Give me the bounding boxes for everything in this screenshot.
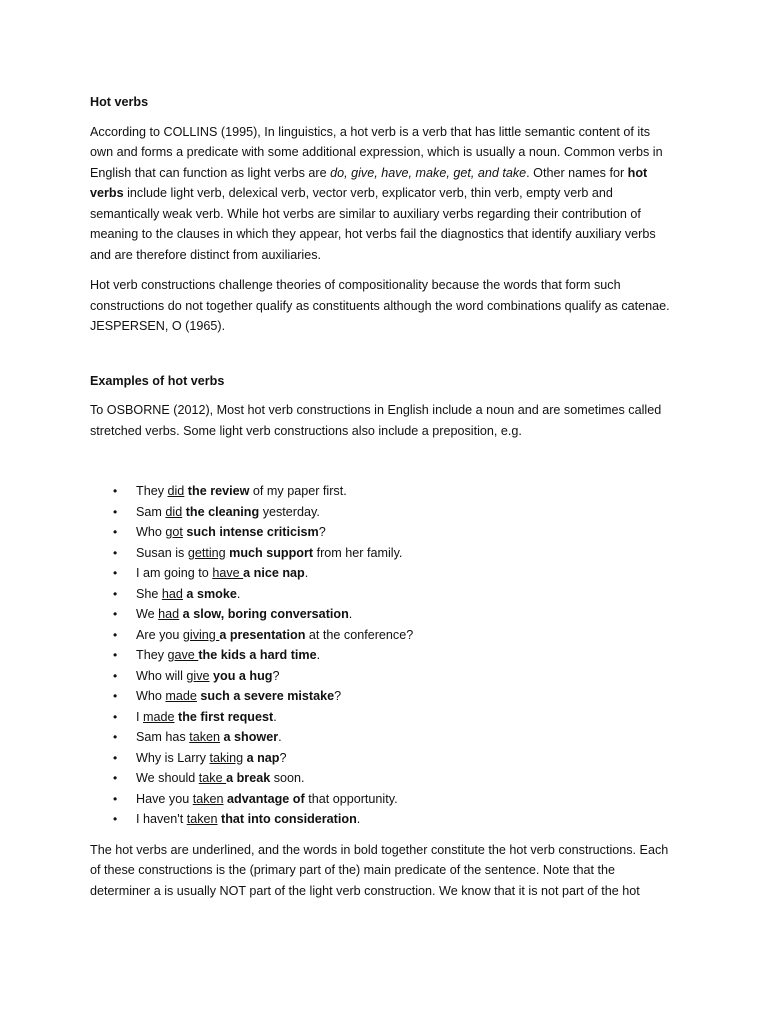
example-hot-verb: take — [198, 771, 227, 785]
example-suffix: that opportunity. — [308, 791, 398, 806]
example-suffix: . — [304, 566, 309, 580]
example-construction: such intense criticism — [182, 525, 319, 539]
example-suffix: soon. — [270, 771, 305, 785]
example-construction: a slow, boring conversation — [179, 607, 349, 621]
example-suffix: from her family. — [316, 545, 403, 560]
example-prefix: She — [136, 586, 162, 601]
list-item — [90, 584, 670, 605]
example-construction: the cleaning — [182, 504, 263, 519]
paragraph-compositionality: Hot verb constructions challenge theories of compositionality because the words that form such constructions do not together qualify as constituents although the word combinations qualify as catenae. JESPERSEN, O (1965). — [90, 278, 670, 333]
italic-verb-list: do, give, have, make, get, and take — [330, 165, 527, 180]
section-heading-examples: Examples of hot verbs — [90, 373, 225, 388]
example-hot-verb: had — [158, 607, 180, 621]
example-suffix: ? — [318, 525, 326, 539]
section-heading-hot-verbs: Hot verbs — [90, 95, 149, 109]
example-hot-verb: made — [143, 709, 175, 724]
list-item — [90, 481, 670, 502]
list-item — [90, 625, 670, 646]
example-prefix: I haven't — [136, 812, 187, 826]
example-hot-verb: gave — [167, 648, 199, 662]
example-prefix: Why is Larry — [136, 750, 210, 765]
example-prefix: I am going to — [136, 566, 213, 580]
example-suffix: . — [316, 648, 321, 662]
list-item — [90, 707, 670, 728]
example-hot-verb: have — [212, 566, 244, 580]
text-run: include light verb, delexical verb, vector verb, explicator verb, thin verb, empty verb and semantically weak verb. While hot verbs are similar to auxiliary verbs regarding their contribution of meaning to the clauses in which they appear, hot verbs fail the diagnostics that identify auxiliary verbs and are therefore distinct from auxiliaries. — [90, 186, 656, 262]
paragraph-examples-intro: To OSBORNE (2012), Most hot verb constructions in English include a noun and are sometimes called stretched verbs. Some light verb constructions also include a preposition, e.g. — [90, 403, 662, 438]
example-suffix: . — [356, 812, 361, 826]
example-suffix: ? — [279, 750, 287, 765]
list-item — [90, 748, 670, 769]
example-suffix: . — [236, 586, 241, 601]
example-prefix: Sam — [136, 504, 166, 519]
example-prefix: They — [136, 484, 168, 498]
example-suffix: ? — [272, 668, 280, 683]
example-hot-verb: taken — [189, 730, 221, 744]
example-prefix: We should — [136, 771, 199, 785]
example-suffix: of my paper first. — [252, 484, 347, 498]
example-construction: a nap — [243, 750, 280, 765]
list-item — [90, 789, 670, 810]
example-construction: the review — [184, 484, 253, 498]
list-item — [90, 604, 670, 625]
list-item — [90, 563, 670, 584]
example-hot-verb: taken — [192, 791, 224, 806]
example-suffix: . — [278, 730, 282, 744]
example-hot-verb: taking — [209, 750, 244, 765]
example-prefix: They — [136, 648, 168, 662]
example-hot-verb: got — [165, 525, 183, 539]
example-construction: a break — [226, 771, 271, 785]
list-item — [90, 543, 670, 564]
example-prefix: I — [136, 709, 143, 724]
example-suffix: yesterday. — [262, 504, 320, 519]
example-construction: a smoke — [182, 586, 237, 601]
example-construction: the kids a hard time — [198, 648, 317, 662]
list-item — [90, 666, 670, 687]
bold-term: hot verbs — [90, 165, 648, 200]
example-prefix: Who will — [136, 668, 187, 683]
example-prefix: Sam has — [136, 730, 190, 744]
example-hot-verb: getting — [187, 545, 226, 560]
example-suffix: at the conference? — [305, 627, 414, 642]
examples-bullet-list — [90, 481, 670, 830]
example-hot-verb: give — [186, 668, 210, 683]
list-item — [90, 809, 670, 830]
example-prefix: Are you — [136, 627, 183, 642]
example-suffix: ? — [334, 689, 342, 703]
list-item — [90, 502, 670, 523]
example-construction: that into consideration — [217, 812, 357, 826]
example-hot-verb: made — [165, 689, 197, 703]
paragraph-definition — [90, 122, 670, 266]
example-prefix: We — [136, 607, 159, 621]
example-prefix: Susan is — [136, 545, 188, 560]
example-construction: you a hug — [209, 668, 273, 683]
example-construction: a presentation — [219, 627, 306, 642]
example-construction: a shower — [220, 730, 279, 744]
example-hot-verb: did — [165, 504, 183, 519]
example-hot-verb: taken — [186, 812, 218, 826]
example-construction: such a severe mistake — [196, 689, 335, 703]
example-construction: a nice nap — [243, 566, 305, 580]
example-prefix: Have you — [136, 791, 193, 806]
list-item — [90, 522, 670, 543]
paragraph-explanation: The hot verbs are underlined, and the words in bold together constitute the hot verb constructions. Each of these constructions is the (primary part of the) main predicate of the sentence. Note that the determiner a is usually NOT part of the light verb construction. We know that it is not part of the hot — [90, 842, 669, 898]
example-hot-verb: giving — [182, 627, 220, 642]
example-hot-verb: did — [167, 484, 185, 498]
text-run: . Other names for — [526, 165, 628, 180]
list-item — [90, 768, 670, 789]
list-item — [90, 686, 670, 707]
example-prefix: Who — [136, 525, 166, 539]
example-suffix: . — [348, 607, 353, 621]
example-suffix: . — [273, 709, 277, 724]
example-prefix: Who — [136, 689, 166, 703]
list-item — [90, 645, 670, 666]
example-hot-verb: had — [161, 586, 183, 601]
text-run: According to COLLINS (1995), In linguistics, a hot verb is a verb that has little semantic content of its own and forms a predicate with some additional expression, which is usually a noun. Common verbs in English that can function as light verbs are — [90, 124, 663, 180]
example-construction: advantage of — [223, 791, 309, 806]
example-construction: much support — [225, 545, 317, 560]
document-body — [90, 92, 670, 911]
example-construction: the first request — [174, 709, 274, 724]
list-item — [90, 727, 670, 748]
